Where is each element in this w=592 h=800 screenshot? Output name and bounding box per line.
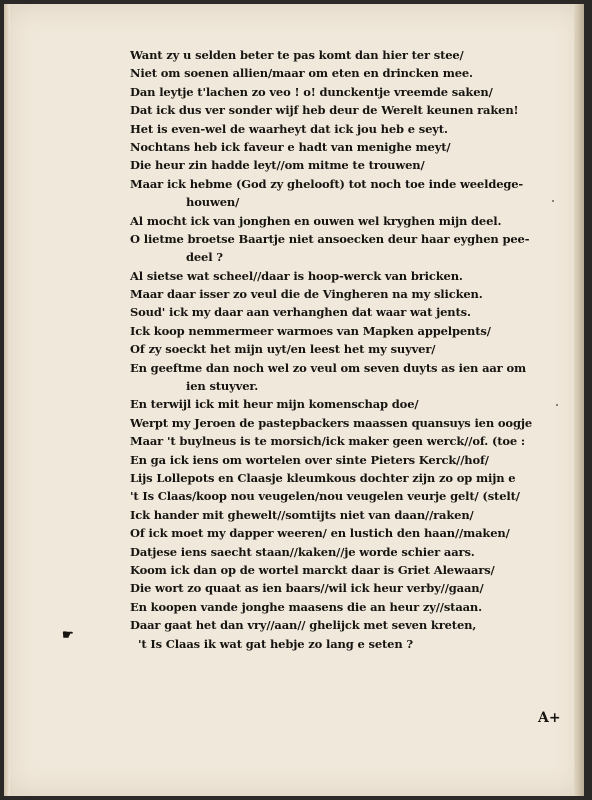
text-line: En ga ick iens om wortelen over sinte Pieters Kerck//hof/ <box>130 452 489 467</box>
text-line: O lietme broetse Baartje niet ansoecken deur haar eyghen pee- <box>130 231 530 246</box>
text-line: Ick koop nemmermeer warmoes van Mapken appelpents/ <box>130 323 491 338</box>
text-line: Al sietse wat scheel//daar is hoop-werck van bricken. <box>130 268 463 283</box>
text-line: Het is even-wel de waarheyt dat ick jou heb e seyt. <box>130 121 448 136</box>
page-left-edge <box>4 4 10 796</box>
text-line: Die wort zo quaat as ien baars//wil ick heur verby//gaan/ <box>130 581 484 596</box>
book-page <box>4 4 584 796</box>
text-line: Dan leytje t'lachen zo veo ! o! dunckentje vreemde saken/ <box>130 84 493 99</box>
verse-block <box>130 46 570 653</box>
text-line: Of zy soeckt het mijn uyt/en leest het my suyver/ <box>130 342 436 357</box>
text-line: En geeftme dan noch wel zo veul om seven duyts as ien aar om <box>130 360 526 375</box>
text-line: Datjese iens saecht staan//kaken//je worde schier aars. <box>130 544 475 559</box>
text-line: 't Is Claas ik wat gat hebje zo lang e seten ? <box>138 636 413 651</box>
text-line: Al mocht ick van jonghen en ouwen wel kryghen mijn deel. <box>130 213 502 228</box>
text-line-continuation: deel ? <box>186 250 223 265</box>
text-line: Niet om soenen allien/maar om eten en drincken mee. <box>130 66 473 81</box>
text-line-continuation: houwen/ <box>186 195 240 210</box>
text-line: Ick hander mit ghewelt//somtijts niet van daan//raken/ <box>130 507 474 522</box>
text-line: Of ick moet my dapper weeren/ en lustich den haan//maken/ <box>130 526 510 541</box>
text-line: Nochtans heb ick faveur e hadt van menighe meyt/ <box>130 139 451 154</box>
text-line: 't Is Claas/koop nou veugelen/nou veugelen veurje gelt/ (stelt/ <box>130 489 520 504</box>
text-line-continuation: ien stuyver. <box>186 379 259 394</box>
text-line: Werpt my Jeroen de pastepbackers maassen quansuys ien oogje <box>130 415 533 430</box>
text-line: Lijs Lollepots en Claasje kleumkous dochter zijn zo op mijn e <box>130 470 516 485</box>
text-line: Maar 't buylneus is te morsich/ick maker geen werck//of. (toe : <box>130 434 526 449</box>
pointing-hand-icon: ☛ <box>62 628 74 643</box>
text-line: Maar ick hebme (God zy ghelooft) tot noch toe inde weeldege- <box>130 176 524 191</box>
catchword: A+ <box>538 710 561 726</box>
ink-speck <box>552 200 554 202</box>
ink-speck <box>556 404 558 406</box>
text-line: Maar daar isser zo veul die de Vingheren na my slicken. <box>130 287 483 302</box>
text-line: Dat ick dus ver sonder wijf heb deur de Werelt keunen raken! <box>130 103 519 118</box>
text-line: Die heur zin hadde leyt//om mitme te trouwen/ <box>130 158 425 173</box>
text-line: Daar gaat het dan vry//aan// ghelijck met seven kreten, <box>130 618 477 633</box>
text-line: Soud' ick my daar aan verhanghen dat waar wat jents. <box>130 305 471 320</box>
page-right-edge <box>574 4 584 796</box>
text-line: En terwijl ick mit heur mijn komenschap doe/ <box>130 397 419 412</box>
text-line: Koom ick dan op de wortel marckt daar is Griet Alewaars/ <box>130 562 495 577</box>
text-line: Want zy u selden beter te pas komt dan hier ter stee/ <box>130 48 464 62</box>
text-line: En koopen vande jonghe maasens die an heur zy//staan. <box>130 599 482 614</box>
